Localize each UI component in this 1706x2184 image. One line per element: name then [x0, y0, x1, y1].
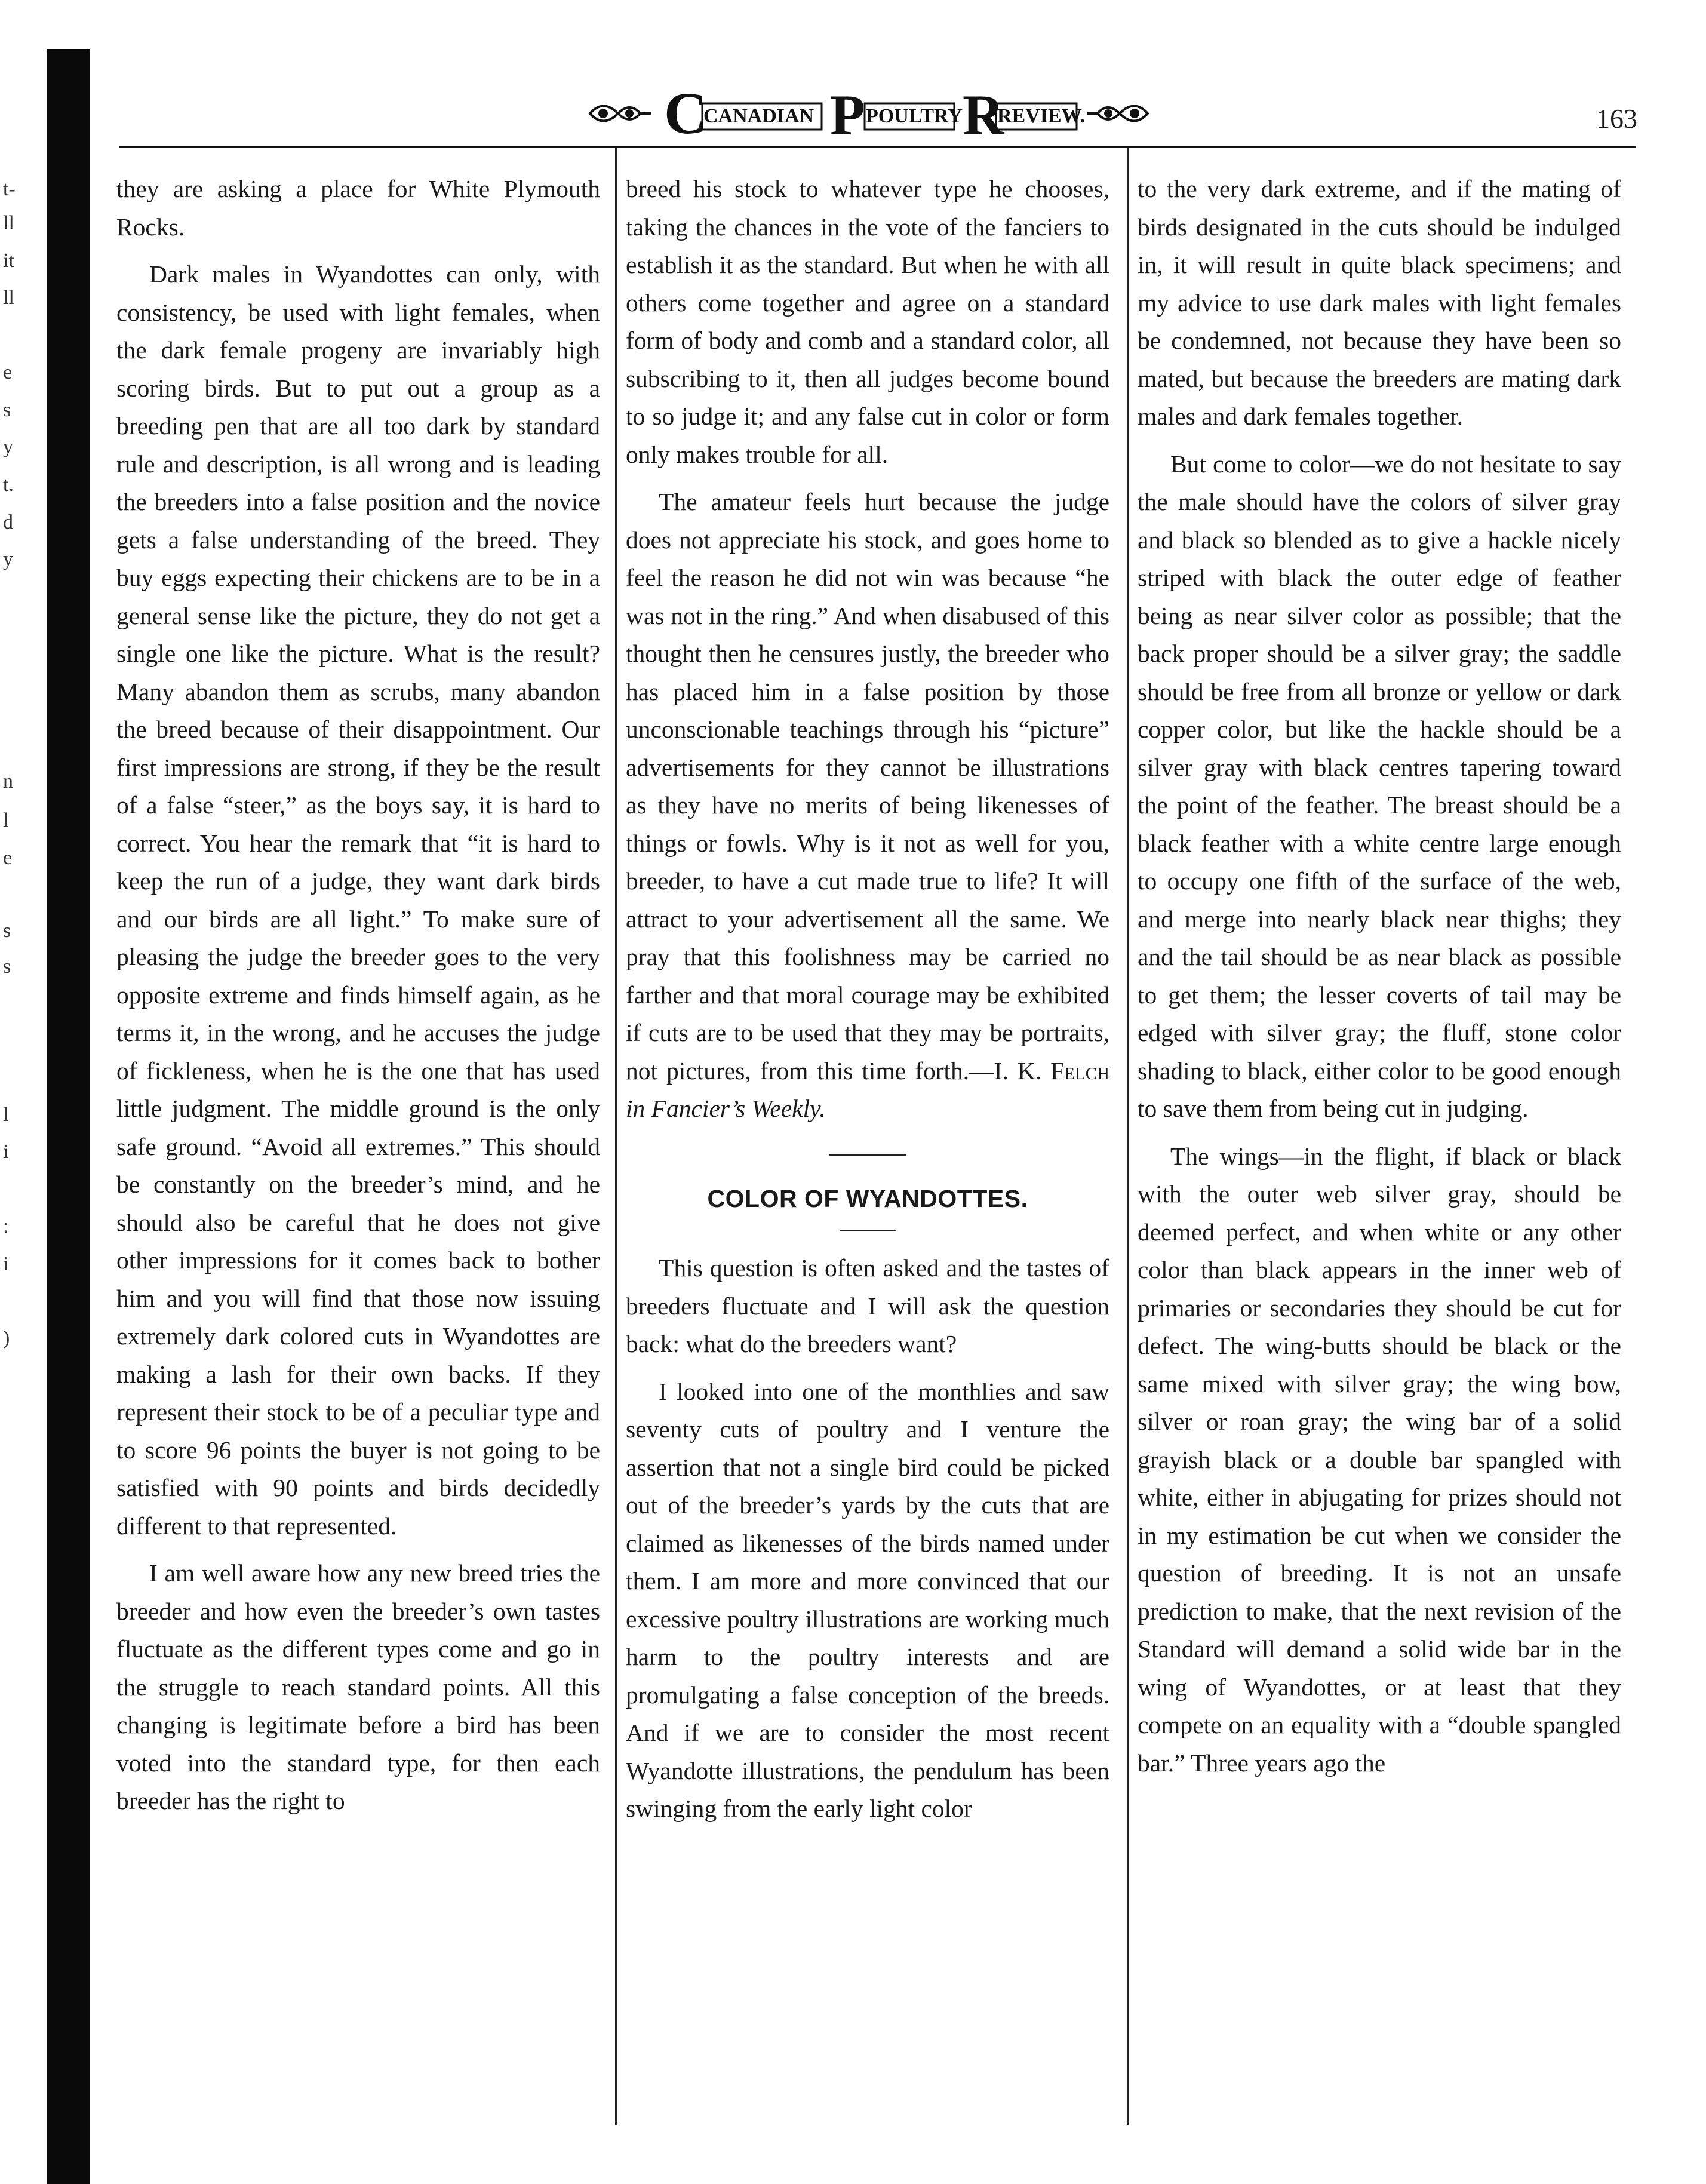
credit-author: I. K. Felch	[994, 1056, 1109, 1085]
credit-publication: Fancier’s Weekly.	[651, 1095, 826, 1122]
margin-mark: t-	[3, 178, 16, 200]
margin-mark: s	[3, 956, 11, 978]
margin-mark: e	[3, 847, 13, 869]
left-binding-shadow	[47, 49, 90, 2184]
ornament-right-flourish	[1087, 106, 1148, 121]
margin-mark: y	[3, 548, 13, 570]
paragraph: Dark males in Wyandottes can only, with consistency, be used with light females, when the dark female progeny are invariably high scoring birds. But to put out a group as a breeding pen that are all too dark by standard rule and description, is all wrong and is leading the breeders into a false position and the novice gets a false understanding of the breed. They buy eggs expecting their chickens are to be in a general sense like the picture, they do not get a single one like the picture. What is the result? Many abandon them as scrubs, many abandon the breed because of their disappointment. Our first impressions are strong, if they be the result of a false “steer,” as the boys say, it is hard to correct. You hear the remark that “it is hard to keep the run of a judge, they want dark birds and our birds are all light.” To make sure of pleasing the judge the breeder goes to the very opposite extreme and finds himself again, as he terms it, in the wrong, and he accuses the judge of fickleness, when he is the one that has used little judgment. The middle ground is the only safe ground. “Avoid all extremes.” This should be constantly on the breeder’s mind, and he should also be careful that he does not give other impressions for it comes back to bother him and you will find that those now issuing extremely dark colored cuts in Wyandottes are making a lash for their own backs. If they represent their stock to be of a peculiar type and to score 96 points the buyer is not going to be satisfied with 90 points and birds decidedly different to that represented.	[116, 260, 600, 1540]
masthead-word-1: CANADIAN	[703, 105, 814, 127]
section-heading: COLOR OF WYANDOTTES.	[707, 1184, 1028, 1212]
margin-mark: e	[3, 361, 13, 383]
heading-rule	[840, 1230, 896, 1231]
margin-mark: s	[3, 920, 11, 942]
paragraph: to the very dark extreme, and if the mating of birds designated in the cuts should be indulged in, it will result in quite black specimens; and my advice to use dark males with light females be condemned, not because they have been so mated, but because the breeders are mating dark males and dark females together.	[1138, 175, 1621, 430]
column-rule-2	[1127, 148, 1129, 2125]
credit-connector: in	[626, 1095, 645, 1122]
margin-mark: ll	[3, 287, 14, 309]
margin-mark: t.	[3, 474, 14, 496]
margin-mark: )	[3, 1327, 10, 1349]
masthead-initial-c: C	[664, 81, 708, 146]
page-number: 163	[1596, 103, 1637, 134]
masthead-initial-r: R	[963, 83, 1004, 146]
ornament-left-flourish	[590, 106, 651, 121]
header-rule	[119, 146, 1636, 148]
masthead-word-3: REVIEW.	[997, 105, 1086, 127]
column-2	[626, 170, 1109, 1838]
paragraph: I am well aware how any new breed tries the breeder and how even the breeder’s own tastes fluctuate as the different types come and go in the struggle to reach standard points. All this changing is legitimate before a bird has been voted into the standard type, for then each breeder has the right to	[116, 1559, 600, 1814]
margin-mark: :	[3, 1215, 9, 1237]
margin-mark: it	[3, 250, 14, 272]
paragraph-text: The amateur feels hurt because the judge does not appreciate his stock, and goes home to feel the reason he did not win was because “he was not in the ring.” And when disabused of this thought then he censures justly, the breeder who has placed him in a false position by those unconscionable teachings through his “picture” advertisements for they cannot be illustrations as they have no merits of being likenesses of things or fowls. Why is it not as well for you, breeder, to have a cut made true to life? It will attract to your advertisement all the same. We pray that this foolishness may be carried no farther and that moral courage may be exhibited if cuts are to be used that they may be portraits, not pictures, from this time forth.—	[626, 488, 1109, 1085]
column-rule-1	[615, 148, 617, 2125]
masthead	[585, 81, 1152, 146]
article-divider	[829, 1154, 906, 1156]
margin-mark: l	[3, 1104, 9, 1126]
paragraph-with-credit	[626, 483, 1109, 1128]
column-3	[1138, 170, 1621, 1792]
paragraph: I looked into one of the monthlies and saw seventy cuts of poultry and I venture the assertion that not a single bird could be picked out of the breeder’s yards by the cuts that are claimed as likenesses of the birds named under them. I am more and more convinced that our excessive poultry illustrations are working much harm to the poultry interests and are promulgating a false conception of the breeds. And if we are to consider the most recent Wyandotte illustrations, the pendulum has been swinging from the early light color	[626, 1377, 1109, 1822]
paragraph: breed his stock to whatever type he chooses, taking the chances in the vote of the fanciers to establish it as the standard. But when he with all others come together and agree on a standard form of body and comb and a standard color, all subscribing to it, then all judges become bound to so judge it; and any false cut in color or form only makes trouble for all.	[626, 175, 1109, 468]
paragraph: But come to color—we do not hesitate to say the male should have the colors of silver gray and black so blended as to give a hackle nicely striped with black the outer edge of feather being as near silver color as possible; that the back proper should be a silver gray; the saddle should be free from all bronze or yellow or dark copper color, but like the hackle should be a silver gray with black centres tapering toward the point of the feather. The breast should be a black feather with a white centre large enough to occupy one fifth of the surface of the web, and merge into nearly black near thighs; they and the tail should be as near black as possible to get them; the lesser coverts of tail may be edged with silver gray; the fluff, stone color shading to black, either color to be good enough to save them from being cut in judging.	[1138, 450, 1621, 1122]
margin-mark: y	[3, 436, 13, 458]
margin-mark: ll	[3, 212, 14, 234]
margin-mark: d	[3, 511, 13, 533]
column-1	[116, 170, 600, 1830]
paragraph: they are asking a place for White Plymouth Rocks.	[116, 175, 600, 241]
margin-mark: s	[3, 399, 11, 421]
paragraph: The wings—in the flight, if black or black with the outer web silver gray, should be deemed perfect, and when white or any other color than black appears in the inner web of primaries or secondaries they should be cut for defect. The wing-butts should be black or the same mixed with silver gray; the wing bow, silver or roan gray; the wing bar of a solid grayish black or a double bar spangled with white, either in abjugating for prizes should not in my estimation be cut when we consider the question of breeding. It is not an unsafe prediction to make, that the next revision of the Standard will demand a solid wide bar in the wing of Wyandottes, or at least that they compete on an equality with a “double spangled bar.” Three years ago the	[1138, 1142, 1621, 1777]
margin-mark: i	[3, 1253, 9, 1275]
masthead-initial-p: P	[830, 83, 865, 146]
masthead-ornament	[585, 81, 1152, 146]
margin-mark: i	[3, 1141, 9, 1163]
margin-mark: n	[3, 770, 13, 792]
margin-mark: l	[3, 809, 9, 831]
masthead-word-2: POULTRY	[866, 105, 963, 127]
paragraph: This question is often asked and the tastes of breeders fluctuate and I will ask the question back: what do the breeders want?	[626, 1254, 1109, 1357]
